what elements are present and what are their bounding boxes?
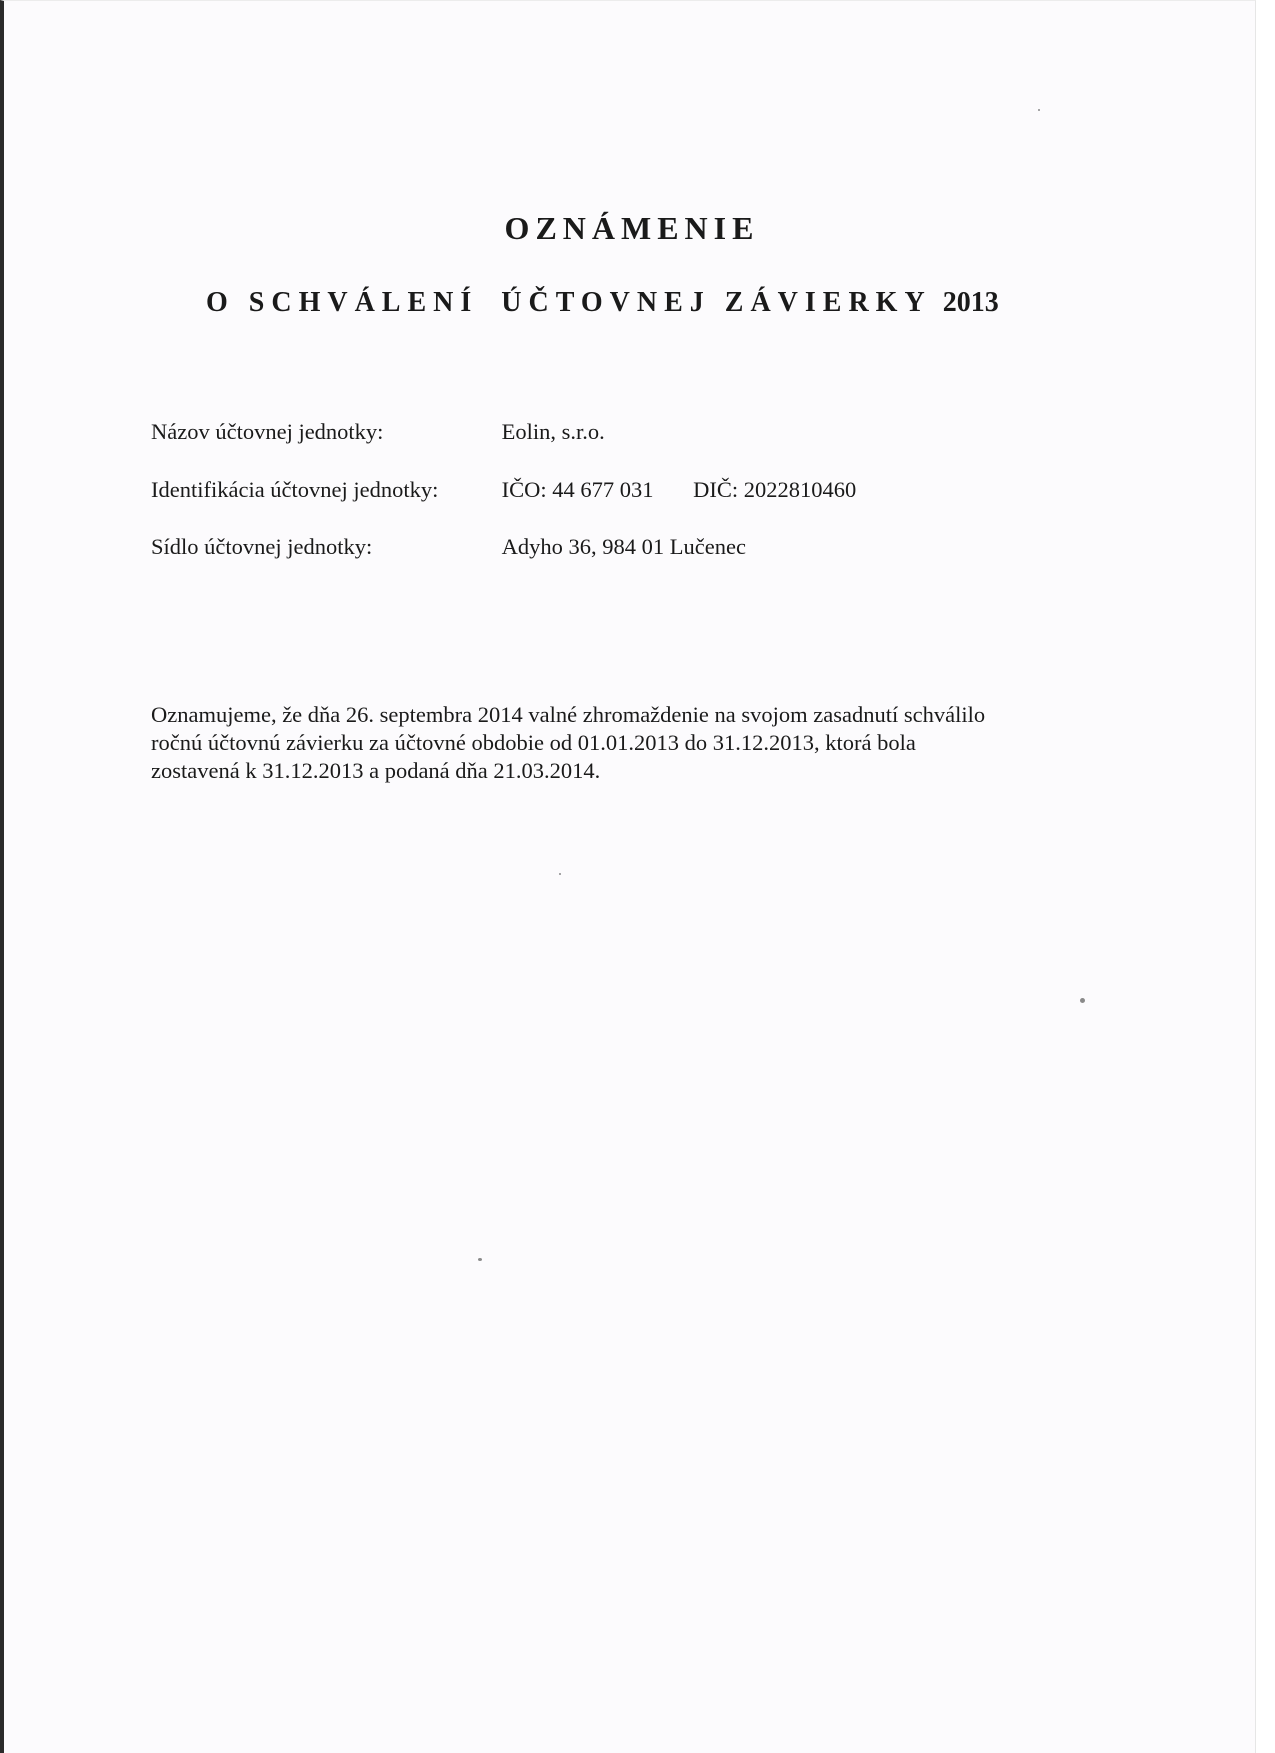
field-value: Adyho 36, 984 01 Lučenec xyxy=(501,534,746,559)
field-label: Sídlo účtovnej jednotky: xyxy=(151,534,373,559)
field-row-name xyxy=(151,417,605,447)
scan-speck xyxy=(1038,109,1040,111)
subtitle-part-1: O SCHVÁLENÍ xyxy=(206,287,479,318)
document-subtitle xyxy=(206,285,999,321)
scan-speck xyxy=(559,873,561,875)
paragraph-line: Oznamujeme, že dňa 26. septembra 2014 valné zhromaždenie na svojom zasadnutí schválilo xyxy=(151,702,986,727)
paragraph-line: ročnú účtovnú závierku za účtovné obdobie od 01.01.2013 do 31.12.2013, ktorá bola xyxy=(151,730,916,755)
scan-speck xyxy=(1080,998,1085,1003)
paragraph-line: zostavená k 31.12.2013 a podaná dňa 21.03.2014. xyxy=(151,758,601,783)
field-row-identification xyxy=(151,475,856,505)
field-label: Identifikácia účtovnej jednotky: xyxy=(151,477,439,502)
field-value-dic: DIČ: 2022810460 xyxy=(693,477,857,502)
field-row-address xyxy=(151,532,746,562)
field-label: Názov účtovnej jednotky: xyxy=(151,419,384,444)
scan-speck xyxy=(478,1258,482,1261)
field-value-ico: IČO: 44 677 031 xyxy=(501,477,654,502)
document-title: OZNÁMENIE xyxy=(504,210,760,246)
scan-margin xyxy=(1256,0,1275,1753)
subtitle-year: 2013 xyxy=(942,287,999,318)
announcement-paragraph xyxy=(151,701,1111,785)
subtitle-part-2: ÚČTOVNEJ ZÁVIERKY xyxy=(501,287,932,318)
field-value: Eolin, s.r.o. xyxy=(501,419,605,444)
